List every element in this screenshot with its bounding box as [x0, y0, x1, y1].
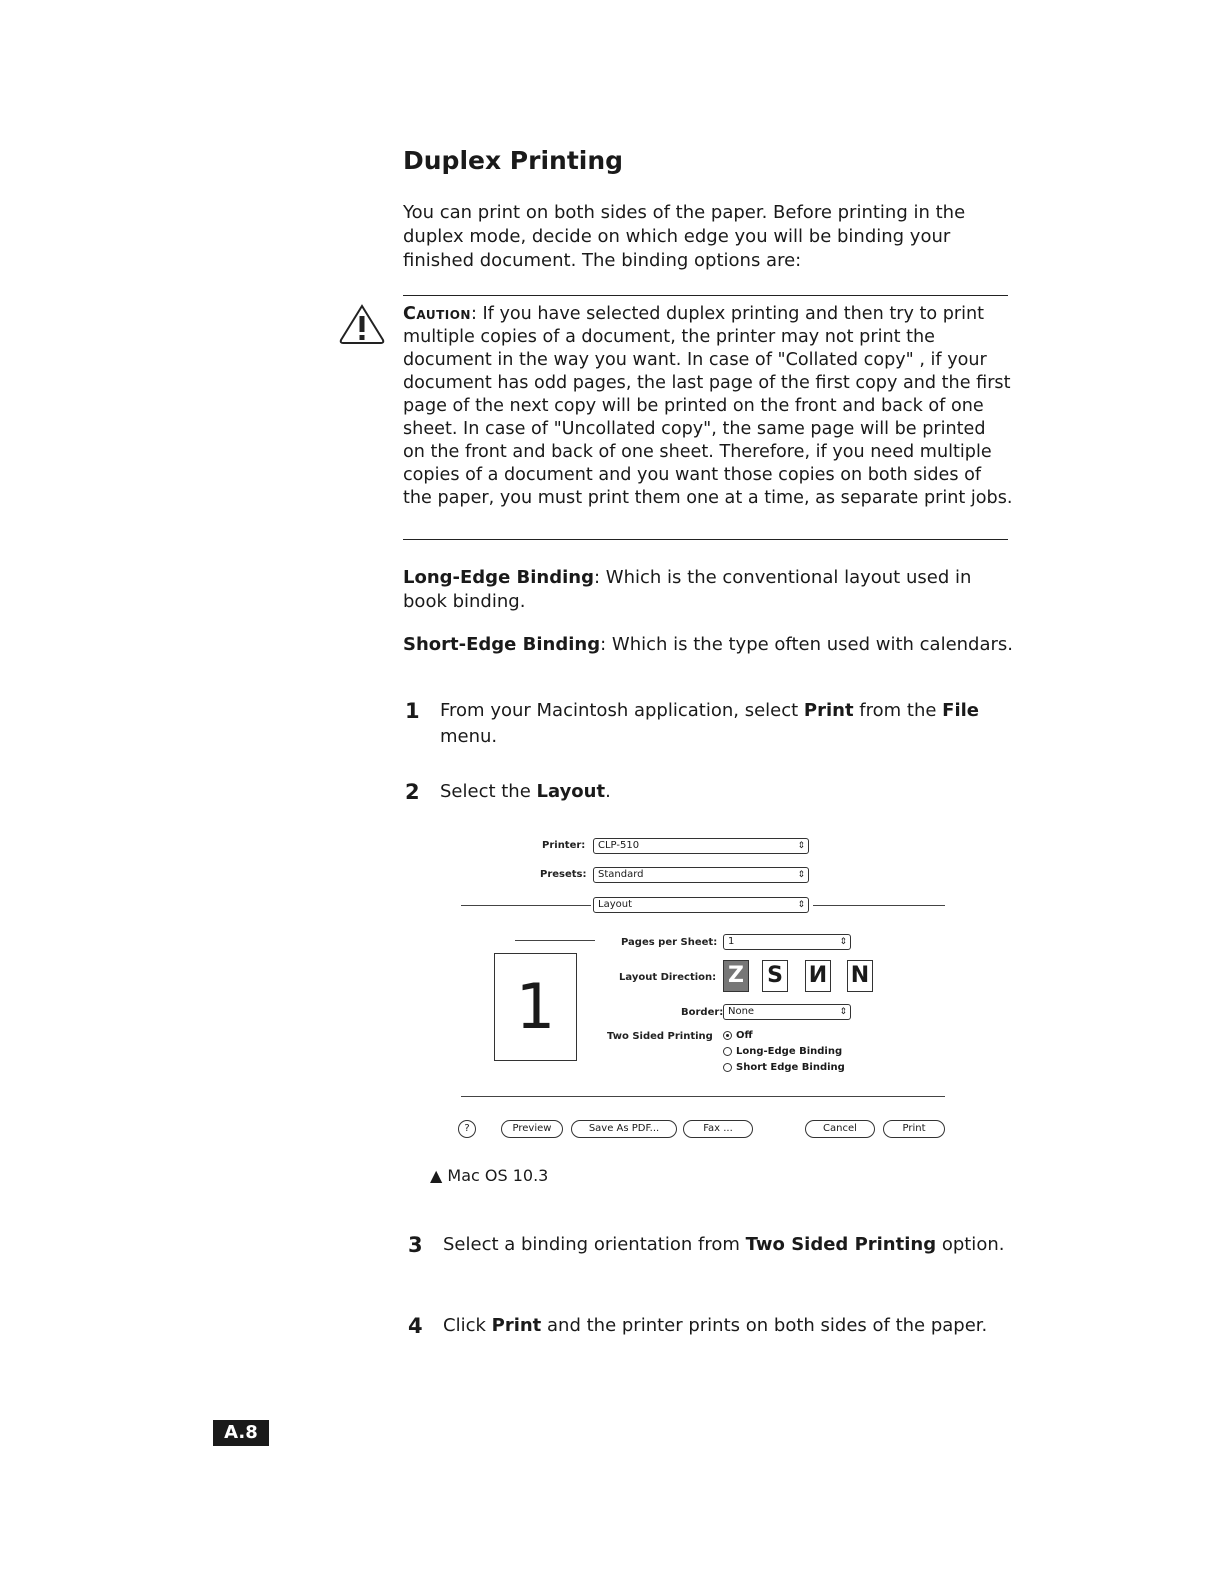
radio-short-edge-binding[interactable]: Short Edge Binding [723, 1062, 845, 1073]
long-edge-binding-definition [403, 566, 1013, 614]
save-as-pdf-button[interactable]: Save As PDF... [571, 1120, 677, 1138]
border-select[interactable]: None ⇕ [723, 1004, 851, 1020]
step-4 [408, 1313, 1028, 1343]
step-number: 2 [405, 780, 420, 804]
print-dialog [455, 830, 955, 1150]
step-number: 3 [408, 1233, 423, 1257]
separator-line [461, 1096, 945, 1097]
page-title: Duplex Printing [403, 146, 624, 175]
radio-selected-icon [723, 1031, 732, 1040]
long-edge-term: Long-Edge Binding [403, 567, 595, 588]
step-text: Click Print and the printer prints on both sides of the paper. [443, 1315, 988, 1336]
step-text: From your Macintosh application, select Print from the File menu. [440, 700, 980, 747]
layout-direction-z-icon[interactable]: Z [723, 960, 749, 992]
step-1 [405, 698, 1025, 758]
chevron-updown-icon: ⇕ [839, 1007, 847, 1017]
step-2 [405, 779, 1025, 809]
intro-paragraph: You can print on both sides of the paper. Before printing in the duplex mode, decide on which edge you will be binding your finished document. The binding options are: [403, 202, 966, 271]
border-label: Border: [681, 1007, 724, 1018]
caution-text: : If you have selected duplex printing and then try to print multiple copies of a document, the printer may not print the document in the way you want. In case of "Collated copy" , if your document has odd pages, the last page of the first copy and the first page of the next copy will be printed on the front and back of one sheet. In case of "Uncollated copy", the same page will be printed on the front and back of one sheet. Therefore, if you need multiple copies of a document and you want those copies on both sides of the paper, you must print them one at a time, as separate print jobs. [403, 304, 1013, 508]
radio-empty-icon [723, 1063, 732, 1072]
radio-off[interactable]: Off [723, 1030, 753, 1041]
caution-note [403, 303, 1013, 510]
separator-line [813, 905, 945, 906]
presets-select[interactable]: Standard ⇕ [593, 867, 809, 883]
panel-select[interactable]: Layout ⇕ [593, 897, 809, 913]
step-number: 1 [405, 699, 420, 723]
layout-direction-s-icon[interactable]: S [762, 960, 788, 992]
figure-caption: ▲ Mac OS 10.3 [430, 1166, 549, 1185]
cancel-button[interactable]: Cancel [805, 1120, 875, 1138]
printer-label: Printer: [542, 840, 586, 851]
short-edge-binding-definition [403, 633, 1013, 657]
step-text: Select a binding orientation from Two Sided Printing option. [443, 1234, 1005, 1255]
fax-button[interactable]: Fax ... [683, 1120, 753, 1138]
layout-direction-label: Layout Direction: [619, 972, 717, 983]
radio-empty-icon [723, 1047, 732, 1056]
radio-long-edge-binding[interactable]: Long-Edge Binding [723, 1046, 842, 1057]
help-button[interactable]: ? [458, 1120, 476, 1138]
chevron-updown-icon: ⇕ [797, 900, 805, 910]
chevron-updown-icon: ⇕ [839, 937, 847, 947]
step-3 [408, 1232, 1028, 1292]
caution-label: Caution [403, 304, 471, 324]
layout-preview: 1 [494, 953, 577, 1061]
separator-line [461, 905, 591, 906]
pages-per-sheet-select[interactable]: 1 ⇕ [723, 934, 851, 950]
chevron-updown-icon: ⇕ [797, 841, 805, 851]
step-number: 4 [408, 1314, 423, 1338]
separator-line [515, 940, 595, 941]
short-edge-term: Short-Edge Binding [403, 634, 601, 655]
caution-top-rule [403, 295, 1008, 296]
page-number-badge: A.8 [213, 1420, 269, 1446]
long-edge-desc: : Which is the conventional layout used in book binding. [403, 567, 972, 612]
short-edge-desc: : Which is the type often used with calendars. [600, 634, 1014, 655]
chevron-updown-icon: ⇕ [797, 870, 805, 880]
print-button[interactable]: Print [883, 1120, 945, 1138]
printer-select[interactable]: CLP-510 ⇕ [593, 838, 809, 854]
layout-direction-n-icon[interactable]: N [847, 960, 873, 992]
two-sided-printing-label: Two Sided Printing [607, 1031, 713, 1042]
layout-direction-n-reversed-icon[interactable]: И [805, 960, 831, 992]
caution-bottom-rule [403, 539, 1008, 540]
preview-button[interactable]: Preview [501, 1120, 563, 1138]
step-text: Select the Layout. [440, 781, 611, 802]
pages-per-sheet-label: Pages per Sheet: [621, 937, 718, 948]
warning-icon [337, 302, 387, 346]
presets-label: Presets: [540, 869, 587, 880]
